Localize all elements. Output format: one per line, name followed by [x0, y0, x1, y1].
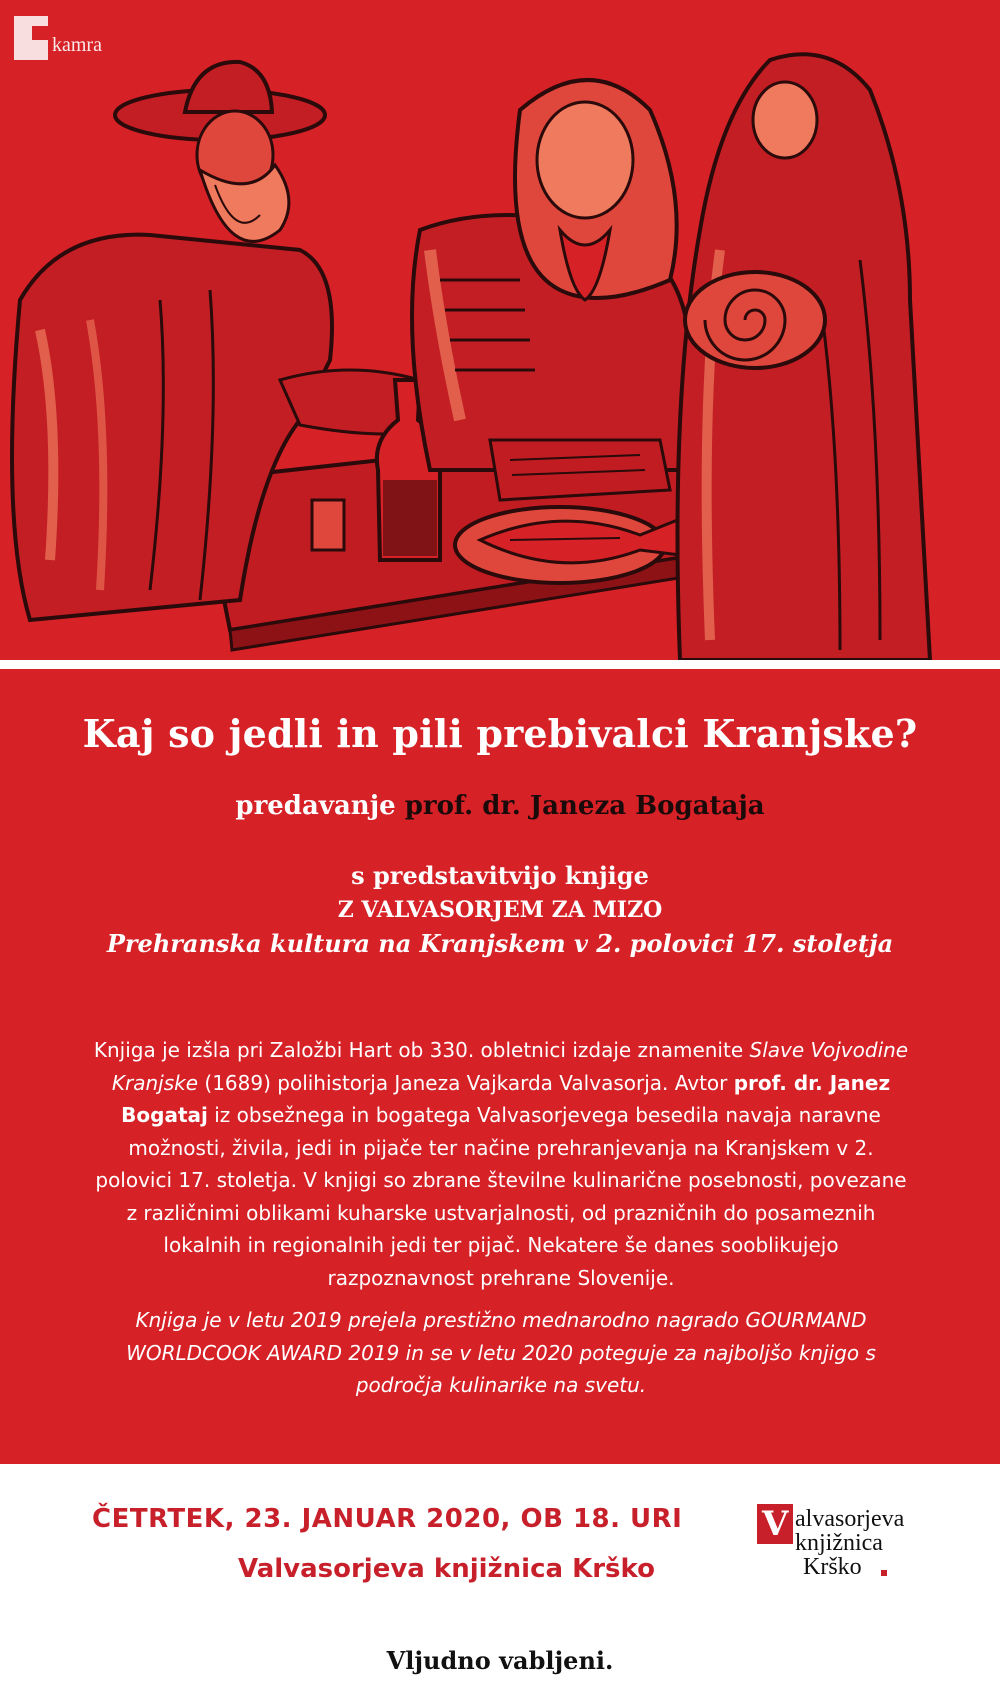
kamra-logo-text: kamra — [52, 34, 102, 56]
library-logo-dot — [881, 1570, 887, 1576]
library-logo-letter: V — [762, 1504, 789, 1544]
award-note: Knjiga je v letu 2019 prejela prestižno mednarodno nagrado GOURMAND WORLDCOOK AWARD 2019 in se v letu 2020 poteguje za najboljšo knjigo s področja kulinarike na svetu. — [126, 1308, 876, 1397]
event-title: Kaj so jedli in pili prebivalci Kranjske? — [82, 711, 918, 756]
description-author: prof. dr. Janez Bogataj — [121, 1070, 891, 1127]
woman-with-cake-figure — [678, 54, 931, 660]
book-intro: s predstavitvijo knjige — [351, 861, 649, 890]
lecturer-name: prof. dr. Janeza Bogataja — [404, 791, 765, 821]
book-subtitle: Prehranska kultura na Kranjskem v 2. polovici 17. stoletja — [106, 929, 894, 958]
description-part-a: Knjiga je izšla pri Založbi Hart ob 330. obletnici izdaje znamenite — [93, 1038, 750, 1062]
kamra-logo[interactable] — [14, 16, 124, 64]
library-logo-mark — [757, 1504, 793, 1544]
book-description — [92, 1034, 910, 1294]
lecture-line — [0, 791, 1000, 821]
divider — [0, 660, 1000, 669]
hero-illustration — [0, 0, 1000, 660]
closing-greeting: Vljudno vabljeni. — [386, 1646, 614, 1675]
book-presentation — [0, 859, 1000, 961]
event-date: ČETRTEK, 23. JANUAR 2020, OB 18. URI — [92, 1504, 683, 1534]
library-logo-line1: alvasorjeva — [795, 1506, 905, 1532]
long-haired-man-figure — [412, 80, 690, 500]
library-logo-line2: knjižnica — [795, 1530, 883, 1556]
woodcut-banquet-illustration — [0, 0, 1000, 660]
description-part-c: iz obsežnega in bogatega Valvasorjevega besedila navaja naravne možnosti, živila, jedi in pijače ter načine prehranjevanja na Kranjskem v 2. polovici 17. stoletja. V knjigi so zbrane številne kulinarične posebnosti, povezane z različnimi oblikami kuharske ustvarjalnosti, od prazničnih do posameznih lokalnih in regionalnih jedi ter pijač. Nekatere še danes sooblikujejo razpoznavnost prehrane Slovenije. — [95, 1103, 907, 1290]
description-work-title: Slave Vojvodine Kranjske — [111, 1038, 909, 1095]
description-paragraph — [92, 1034, 910, 1294]
kamra-logo-mark — [14, 16, 48, 60]
event-place: Valvasorjeva knjižnica Krško — [238, 1554, 655, 1584]
lecture-prefix: predavanje — [235, 791, 405, 821]
book-title: Z VALVASORJEM ZA MIZO — [337, 897, 663, 923]
library-logo[interactable] — [757, 1500, 927, 1580]
description-part-b: (1689) polihistorja Janeza Vajkarda Valvasorja. Avtor — [198, 1070, 734, 1095]
event-info-panel — [0, 669, 1000, 1464]
library-logo-line3: Krško — [803, 1554, 862, 1580]
